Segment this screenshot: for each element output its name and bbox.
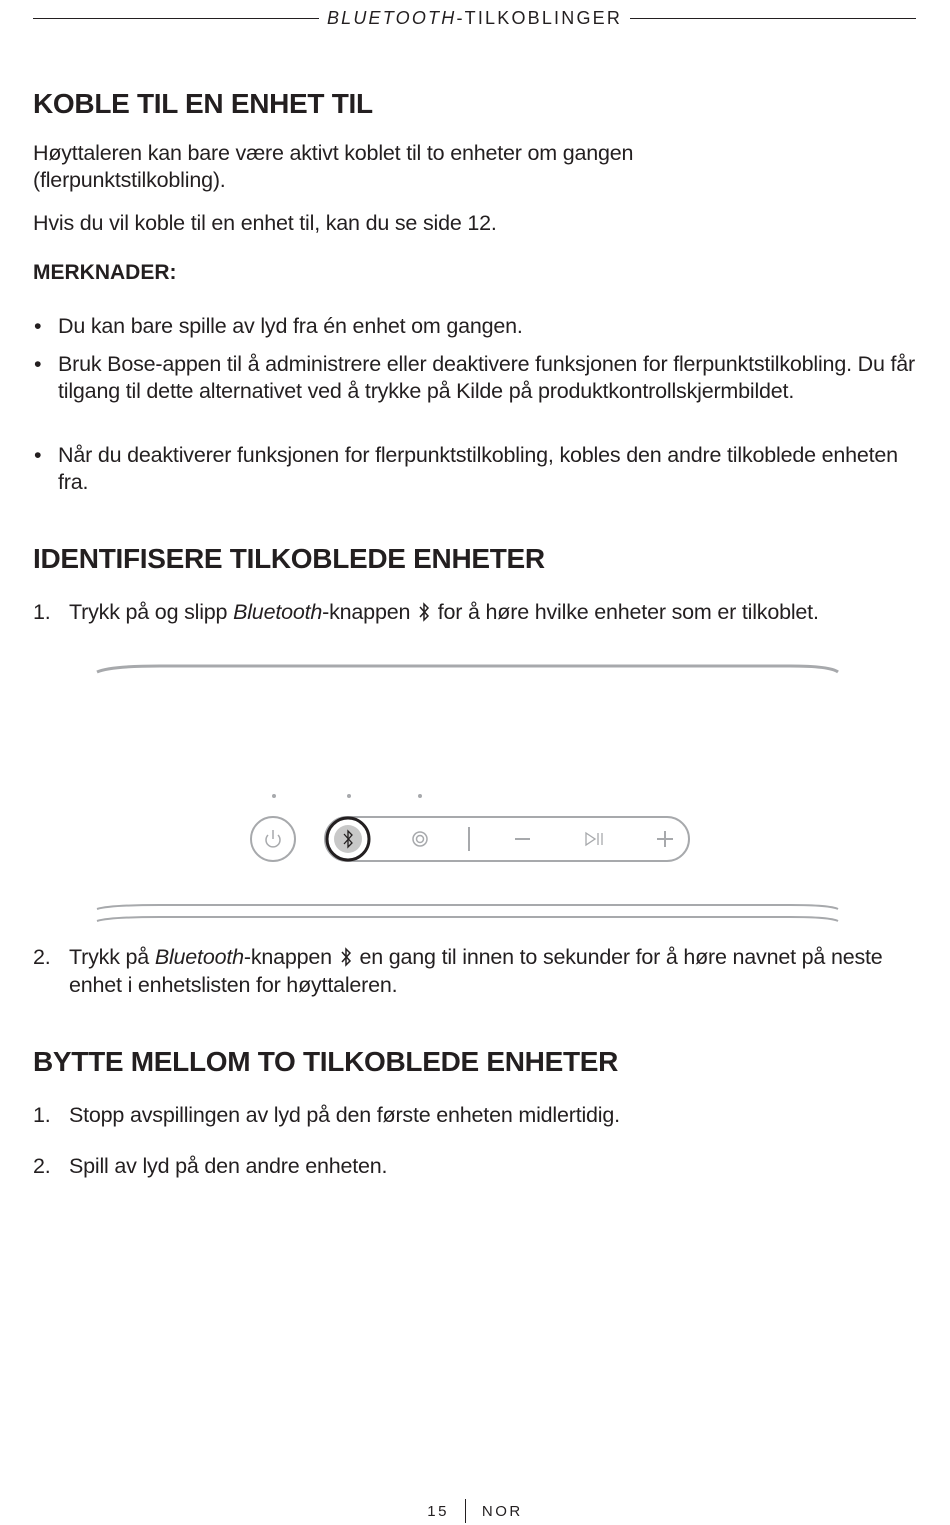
page-number: 15 [427,1502,449,1520]
page-footer [0,1498,950,1524]
bluetooth-icon [418,602,430,622]
speaker-illustration [0,655,950,930]
indicator-light [272,794,276,798]
power-button [251,817,295,861]
control-bar [325,817,689,861]
header-rule-right [630,18,916,19]
identify-step-1: 1. Trykk på og slipp Bluetooth-knappen for å høre hvilke enheter som er tilkoblet. [33,600,819,624]
switch-step-2: 2. Spill av lyd på den andre enheten. [33,1154,388,1178]
bluetooth-icon [340,947,352,967]
switch-step-1: 1. Stopp avspillingen av lyd på den første enheten midlertidig. [33,1103,620,1127]
header-rule-left [33,18,319,19]
indicator-light [347,794,351,798]
footer-separator [465,1499,466,1523]
indicator-light [418,794,422,798]
identify-step-2: 2. Trykk på Bluetooth-knappen en gang til innen to sekunder for å høre navnet på neste enhet i enhetslisten for høyttaleren. [33,945,883,997]
section-heading-identify: IDENTIFISERE TILKOBLEDE ENHETER [33,543,545,574]
note-item: • Når du deaktiverer funksjonen for flerpunktstilkobling, kobles den andre tilkoblede enheten fra. [34,443,898,494]
note-item: • Bruk Bose-appen til å administrere eller deaktivere funksjonen for flerpunktstilkobling. Du får tilgang til dette alternativet ved å trykke på Kilde på produktkontrollskjermbildet. [34,352,915,403]
note-item: • Du kan bare spille av lyd fra én enhet om gangen. [34,314,523,338]
section-heading-connect: KOBLE TIL EN ENHET TIL [33,88,373,119]
section-heading-switch: BYTTE MELLOM TO TILKOBLEDE ENHETER [33,1046,619,1077]
language-code: NOR [481,1502,523,1520]
see-page-paragraph: Hvis du vil koble til en enhet til, kan du se side 12. [33,211,497,235]
intro-paragraph: Høyttaleren kan bare være aktivt koblet til to enheter om gangen (flerpunktstilkobling). [33,141,634,192]
bluetooth-button [327,818,369,860]
page-header [33,6,916,30]
notes-label: MERKNADER: [33,261,177,284]
header-title: BLUETOOTH-TILKOBLINGER [326,7,623,28]
